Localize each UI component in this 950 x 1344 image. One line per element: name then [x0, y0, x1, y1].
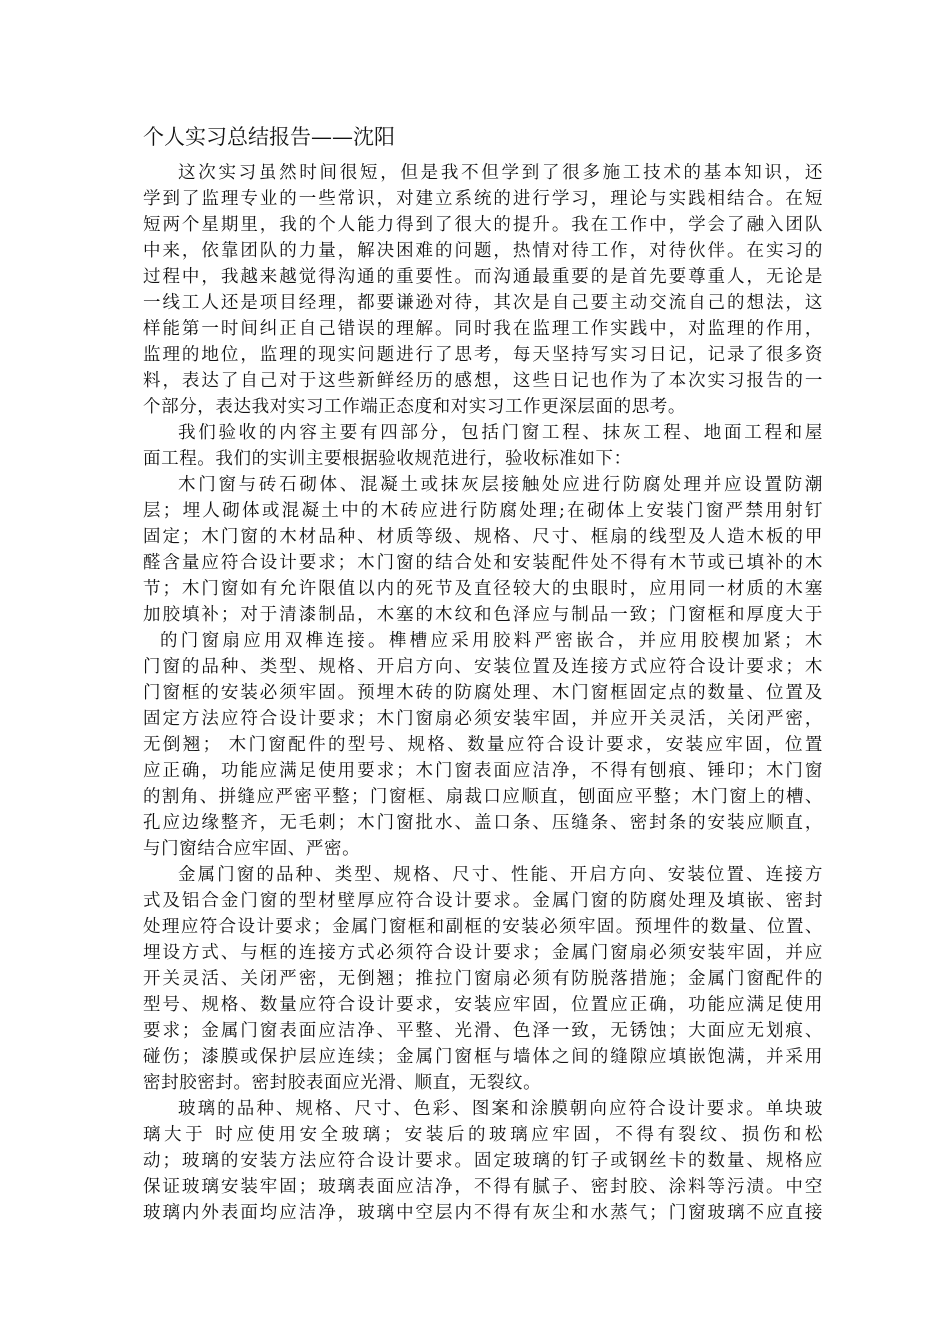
- report-body: [143, 160, 823, 1226]
- text-line: 层；埋人砌体或混凝土中的木砖应进行防腐处理;在砌体上安装门窗严禁用射钉: [143, 501, 823, 521]
- text-line: 门窗的品种、类型、规格、开启方向、安装位置及连接方式应符合设计要求；木: [143, 657, 823, 677]
- text-line: 学到了监理专业的一些常识，对建立系统的进行学习，理论与实践相结合。在短: [143, 189, 823, 209]
- page-title: 个人实习总结报告——沈阳: [143, 125, 395, 149]
- text-line: 个部分，表达我对实习工作端正态度和对实习工作更深层面的思考。: [143, 397, 686, 417]
- text-line: 埋设方式、与框的连接方式必须符合设计要求；金属门窗扇必须安装牢固，并应: [143, 943, 823, 963]
- text-line: 型号、规格、数量应符合设计要求，安装应牢固，位置应正确，功能应满足使用: [143, 995, 823, 1015]
- text-line: 保证玻璃安装牢固；玻璃表面应洁净，不得有腻子、密封胶、涂料等污渍。中空: [143, 1177, 823, 1197]
- text-line: 这次实习虽然时间很短，但是我不但学到了很多施工技术的基本知识，还: [178, 163, 823, 183]
- text-line: 木门窗与砖石砌体、混凝土或抹灰层接触处应进行防腐处理并应设置防潮: [178, 475, 823, 495]
- text-line: 玻璃内外表面均应洁净，玻璃中空层内不得有灰尘和水蒸气；门窗玻璃不应直接: [143, 1203, 823, 1223]
- text-line: 中来，依靠团队的力量，解决困难的问题，热情对待工作，对待伙伴。在实习的: [143, 241, 823, 261]
- text-line: 加胶填补；对于清漆制品，木塞的木纹和色泽应与制品一致；门窗框和厚度大于: [143, 605, 823, 625]
- text-line: 处理应符合设计要求；金属门窗框和副框的安装必须牢固。预埋件的数量、位置、: [143, 917, 823, 937]
- text-line: 开关灵活、关闭严密，无倒翘；推拉门窗扇必须有防脱落措施；金属门窗配件的: [143, 969, 823, 989]
- text-line: 我们验收的内容主要有四部分，包括门窗工程、抹灰工程、地面工程和屋: [178, 423, 823, 443]
- text-line: 要求；金属门窗表面应洁净、平整、光滑、色泽一致，无锈蚀；大面应无划痕、: [143, 1021, 823, 1041]
- text-line: 应正确，功能应满足使用要求；木门窗表面应洁净，不得有刨痕、锤印；木门窗: [143, 761, 823, 781]
- text-line: 式及铝合金门窗的型材壁厚应符合设计要求。金属门窗的防腐处理及填嵌、密封: [143, 891, 823, 911]
- text-line: 短两个星期里，我的个人能力得到了很大的提升。我在工作中，学会了融入团队: [143, 215, 823, 235]
- text-line: 门窗框的安装必须牢固。预埋木砖的防腐处理、木门窗框固定点的数量、位置及: [143, 683, 823, 703]
- text-line: 无倒翘； 木门窗配件的型号、规格、数量应符合设计要求，安装应牢固，位置: [143, 735, 823, 755]
- text-line: 金属门窗的品种、类型、规格、尺寸、性能、开启方向、安装位置、连接方: [178, 865, 823, 885]
- text-line: 面工程。我们的实训主要根据验收规范进行，验收标准如下：: [143, 449, 632, 469]
- text-line: 监理的地位，监理的现实问题进行了思考，每天坚持写实习日记，记录了很多资: [143, 345, 823, 365]
- text-line: 碰伤；漆膜或保护层应连续；金属门窗框与墙体之间的缝隙应填嵌饱满，并采用: [143, 1047, 823, 1067]
- text-line: 与门窗结合应牢固、严密。: [143, 839, 361, 859]
- text-line: 过程中，我越来越觉得沟通的重要性。而沟通最重要的是首先要尊重人，无论是: [143, 267, 823, 287]
- text-line: 样能第一时间纠正自己错误的理解。同时我在监理工作实践中，对监理的作用，: [143, 319, 823, 339]
- text-line: 固定方法应符合设计要求；木门窗扇必须安装牢固，并应开关灵活，关闭严密，: [143, 709, 823, 729]
- text-line: 密封胶密封。密封胶表面应光滑、顺直，无裂纹。: [143, 1073, 542, 1093]
- text-line: 璃大于 时应使用安全玻璃；安装后的玻璃应牢固，不得有裂纹、损伤和松: [143, 1125, 823, 1145]
- text-line: 一线工人还是项目经理，都要谦逊对待，其次是自己要主动交流自己的想法，这: [143, 293, 823, 313]
- text-line: 的割角、拼缝应严密平整；门窗框、扇裁口应顺直，刨面应平整；木门窗上的槽、: [143, 787, 823, 807]
- text-line: 料，表达了自己对于这些新鲜经历的感想，这些日记也作为了本次实习报告的一: [143, 371, 823, 391]
- text-line: 醛含量应符合设计要求；木门窗的结合处和安装配件处不得有木节或已填补的木: [143, 553, 823, 573]
- text-line: 玻璃的品种、规格、尺寸、色彩、图案和涂膜朝向应符合设计要求。单块玻: [178, 1099, 823, 1119]
- text-line: 孔应边缘整齐，无毛刺；木门窗批水、盖口条、压缝条、密封条的安装应顺直，: [143, 813, 823, 833]
- text-line: 固定；木门窗的木材品种、材质等级、规格、尺寸、框扇的线型及人造木板的甲: [143, 527, 823, 547]
- text-line: 节；木门窗如有允许限值以内的死节及直径较大的虫眼时，应用同一材质的木塞: [143, 579, 823, 599]
- text-line: 的门窗扇应用双榫连接。榫槽应采用胶料严密嵌合，并应用胶楔加紧；木: [160, 631, 823, 651]
- text-line: 动；玻璃的安装方法应符合设计要求。固定玻璃的钉子或钢丝卡的数量、规格应: [143, 1151, 823, 1171]
